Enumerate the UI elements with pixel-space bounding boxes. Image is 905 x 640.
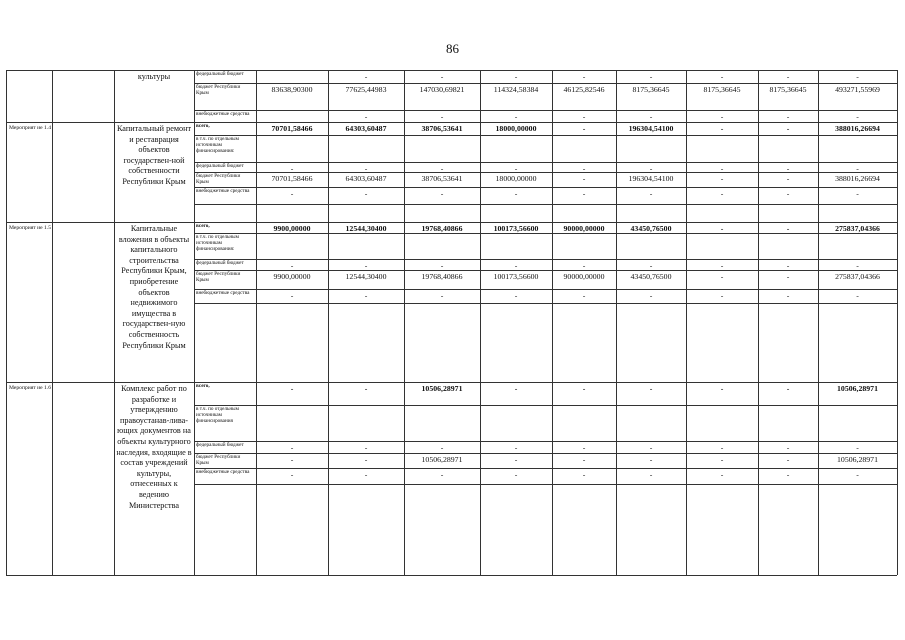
value-cell: - (720, 384, 724, 393)
row-border (194, 259, 897, 260)
measure-label: Мероприят ие 1.6 (8, 385, 52, 391)
value-cell: - (514, 261, 518, 270)
column-border (616, 70, 617, 575)
row-border (194, 405, 897, 406)
measure-name: Капитальные вложения в объекты капитального строительства Республики Крым, приобретение объектов недвижимого имущества в государствен-ную собственность Республики Крым (118, 224, 190, 350)
value-cell: - (290, 443, 294, 452)
row-border (194, 204, 897, 205)
value-cell: - (364, 443, 368, 452)
column-border (758, 70, 759, 575)
value-cell: - (582, 455, 586, 464)
measure-label: Мероприят ие 1.5 (8, 225, 52, 231)
value-cell: - (856, 261, 859, 270)
value-cell: - (720, 470, 724, 479)
value-cell: 388016,26694 (835, 124, 880, 133)
funding-source: бюджет Республики Крым (196, 271, 241, 284)
value-cell: - (786, 224, 790, 233)
bottom-border (6, 575, 897, 576)
value-cell: - (720, 261, 724, 270)
value-cell: - (786, 261, 790, 270)
value-cell: - (786, 124, 790, 133)
value-cell: - (720, 443, 724, 452)
funding-source: бюджет Республики Крым (196, 173, 241, 186)
funding-source: федеральный бюджет (196, 71, 244, 77)
value-cell: - (364, 455, 368, 464)
funding-source: всего, (196, 123, 210, 129)
value-cell: - (290, 384, 294, 393)
budget-table (6, 70, 897, 575)
value-cell: - (364, 470, 368, 479)
value-cell: 38706,53641 (421, 174, 463, 183)
column-border (897, 70, 898, 575)
value-cell: 8175,36645 (703, 85, 741, 94)
measure-name: Капитальный ремонт и реставрация объектов государствен-ной собственности Республики Крым (116, 124, 192, 186)
value-cell: - (582, 291, 586, 300)
value-cell: - (786, 470, 790, 479)
row-border (194, 453, 897, 454)
funding-source: внебюджетные средства (196, 290, 250, 296)
value-cell: - (649, 384, 653, 393)
measure-name: культуры (137, 72, 171, 81)
funding-source: внебюджетные средства (196, 188, 250, 194)
row-border (194, 162, 897, 163)
value-cell: - (720, 272, 724, 281)
measure-label: Мероприят ие 1.4 (8, 125, 52, 131)
value-cell: - (440, 112, 444, 121)
value-cell: - (649, 443, 653, 452)
value-cell: - (290, 470, 294, 479)
value-cell: 83638,90300 (271, 85, 313, 94)
funding-source: бюджет Республики Крым (196, 84, 241, 97)
value-cell: - (582, 112, 586, 121)
row-border (194, 468, 897, 469)
value-cell: 10506,28971 (421, 455, 463, 464)
column-border (6, 70, 7, 575)
value-cell: 70701,58466 (271, 124, 313, 133)
value-cell: - (649, 470, 653, 479)
value-cell: 114324,58384 (493, 85, 539, 94)
funding-source: внебюджетные средства (196, 469, 250, 475)
value-cell: - (514, 470, 518, 479)
value-cell: 388016,26694 (835, 174, 880, 183)
value-cell: - (582, 443, 586, 452)
row-border (194, 135, 897, 136)
value-cell: - (856, 112, 859, 121)
value-cell: - (440, 164, 444, 173)
value-cell: - (364, 112, 368, 121)
value-cell: - (290, 261, 294, 270)
value-cell: - (720, 124, 724, 133)
value-cell: - (786, 164, 790, 173)
block-border (6, 122, 897, 123)
page-number: 86 (446, 41, 459, 56)
value-cell: - (582, 124, 586, 133)
value-cell: 19768,40866 (421, 272, 463, 281)
value-cell: 9900,00000 (273, 272, 311, 281)
value-cell: - (649, 72, 653, 81)
column-border (256, 70, 257, 575)
value-cell: 10506,28971 (837, 455, 878, 464)
column-border (52, 70, 53, 575)
value-cell: 90000,00000 (563, 224, 605, 233)
column-border (552, 70, 553, 575)
value-cell: - (364, 291, 368, 300)
value-cell: - (290, 189, 294, 198)
value-cell: 77625,44983 (345, 85, 387, 94)
column-border (194, 70, 195, 575)
value-cell: - (514, 72, 518, 81)
value-cell: 19768,40866 (421, 224, 463, 233)
column-border (480, 70, 481, 575)
row-border (194, 187, 897, 188)
value-cell: - (856, 164, 859, 173)
value-cell: - (649, 261, 653, 270)
value-cell: - (786, 291, 790, 300)
value-cell: - (582, 164, 586, 173)
funding-source: федеральный бюджет (196, 260, 244, 266)
value-cell: - (720, 189, 724, 198)
value-cell: - (649, 455, 653, 464)
value-cell: - (514, 291, 518, 300)
value-cell: 493271,55969 (835, 85, 880, 94)
funding-source: бюджет Республики Крым (196, 454, 241, 467)
value-cell: 90000,00000 (563, 272, 605, 281)
column-border (328, 70, 329, 575)
value-cell: - (720, 224, 724, 233)
value-cell: 147030,69821 (419, 85, 465, 94)
value-cell: - (856, 291, 859, 300)
funding-source: внебюджетные средства (196, 111, 250, 117)
value-cell: - (649, 164, 653, 173)
value-cell: 8175,36645 (769, 85, 807, 94)
value-cell: 10506,28971 (421, 384, 463, 393)
value-cell: - (786, 189, 790, 198)
value-cell: - (514, 443, 518, 452)
value-cell: - (364, 164, 368, 173)
row-border (194, 83, 897, 84)
value-cell: - (364, 72, 368, 81)
value-cell: 9900,00000 (273, 224, 311, 233)
value-cell: 196304,54100 (628, 124, 674, 133)
value-cell: 64303,60487 (345, 124, 387, 133)
row-border (194, 484, 897, 485)
value-cell: 43450,76500 (630, 224, 672, 233)
value-cell: - (649, 291, 653, 300)
value-cell: - (582, 261, 586, 270)
funding-source: в т.ч. по отдельным источникам финансирования: (196, 136, 239, 155)
block-border (6, 222, 897, 223)
value-cell: - (720, 174, 724, 183)
value-cell: - (786, 455, 790, 464)
value-cell: - (582, 189, 586, 198)
value-cell: 100173,56600 (493, 272, 539, 281)
value-cell: 43450,76500 (630, 272, 672, 281)
value-cell: - (364, 261, 368, 270)
funding-source: в т.ч. по отдельным источникам финансирования (196, 406, 239, 425)
value-cell: - (440, 261, 444, 270)
value-cell: 100173,56600 (493, 224, 539, 233)
value-cell: 18000,00000 (495, 124, 537, 133)
funding-source: всего, (196, 383, 210, 389)
top-border (6, 70, 897, 71)
value-cell: - (290, 164, 294, 173)
value-cell: 18000,00000 (495, 174, 537, 183)
value-cell: - (440, 470, 444, 479)
column-border (818, 70, 819, 575)
value-cell: - (440, 291, 444, 300)
value-cell: - (720, 112, 724, 121)
value-cell: - (786, 272, 790, 281)
value-cell: - (856, 189, 859, 198)
row-border (194, 441, 897, 442)
value-cell: 70701,58466 (271, 174, 313, 183)
value-cell: 196304,54100 (628, 174, 674, 183)
row-border (194, 303, 897, 304)
value-cell: 275837,04366 (835, 224, 880, 233)
row-border (194, 289, 897, 290)
value-cell: - (514, 189, 518, 198)
value-cell: 8175,36645 (632, 85, 670, 94)
funding-source: федеральный бюджет (196, 442, 244, 448)
value-cell: - (786, 174, 790, 183)
value-cell: - (440, 189, 444, 198)
value-cell: - (290, 455, 294, 464)
value-cell: - (786, 443, 790, 452)
value-cell: - (582, 470, 586, 479)
value-cell: - (514, 384, 518, 393)
value-cell: - (364, 189, 368, 198)
value-cell: 12544,30400 (345, 272, 387, 281)
row-border (194, 110, 897, 111)
measure-name: Комплекс работ по разработке и утверждению правоустанав-лива-ющих документов на объекты культурного наследия, входящие в состав учреждений культуры, отнесенных к ведению Министерства (116, 384, 192, 510)
column-border (404, 70, 405, 575)
value-cell: - (440, 72, 444, 81)
value-cell: - (786, 384, 790, 393)
value-cell: 275837,04366 (835, 272, 880, 281)
value-cell: 12544,30400 (345, 224, 387, 233)
value-cell: - (290, 291, 294, 300)
value-cell: 64303,60487 (345, 174, 387, 183)
value-cell: - (582, 174, 586, 183)
value-cell: - (649, 112, 653, 121)
value-cell: - (582, 384, 586, 393)
value-cell: - (786, 72, 790, 81)
value-cell: - (856, 470, 859, 479)
funding-source: всего, (196, 223, 210, 229)
value-cell: - (364, 384, 368, 393)
value-cell: - (720, 72, 724, 81)
value-cell: - (514, 455, 518, 464)
value-cell: - (649, 189, 653, 198)
value-cell: 38706,53641 (421, 124, 463, 133)
value-cell: - (856, 72, 859, 81)
column-border (114, 70, 115, 575)
value-cell: - (514, 112, 518, 121)
value-cell: - (514, 164, 518, 173)
value-cell: - (720, 164, 724, 173)
value-cell: 46125,82546 (563, 85, 605, 94)
value-cell: - (720, 291, 724, 300)
value-cell: - (440, 443, 444, 452)
block-border (6, 382, 897, 383)
value-cell: - (582, 72, 586, 81)
value-cell: - (856, 443, 859, 452)
value-cell: - (720, 455, 724, 464)
column-border (686, 70, 687, 575)
funding-source: в т.ч. по отдельным источникам финансирования: (196, 234, 239, 253)
funding-source: федеральный бюджет (196, 163, 244, 169)
value-cell: 10506,28971 (837, 384, 878, 393)
value-cell: - (786, 112, 790, 121)
